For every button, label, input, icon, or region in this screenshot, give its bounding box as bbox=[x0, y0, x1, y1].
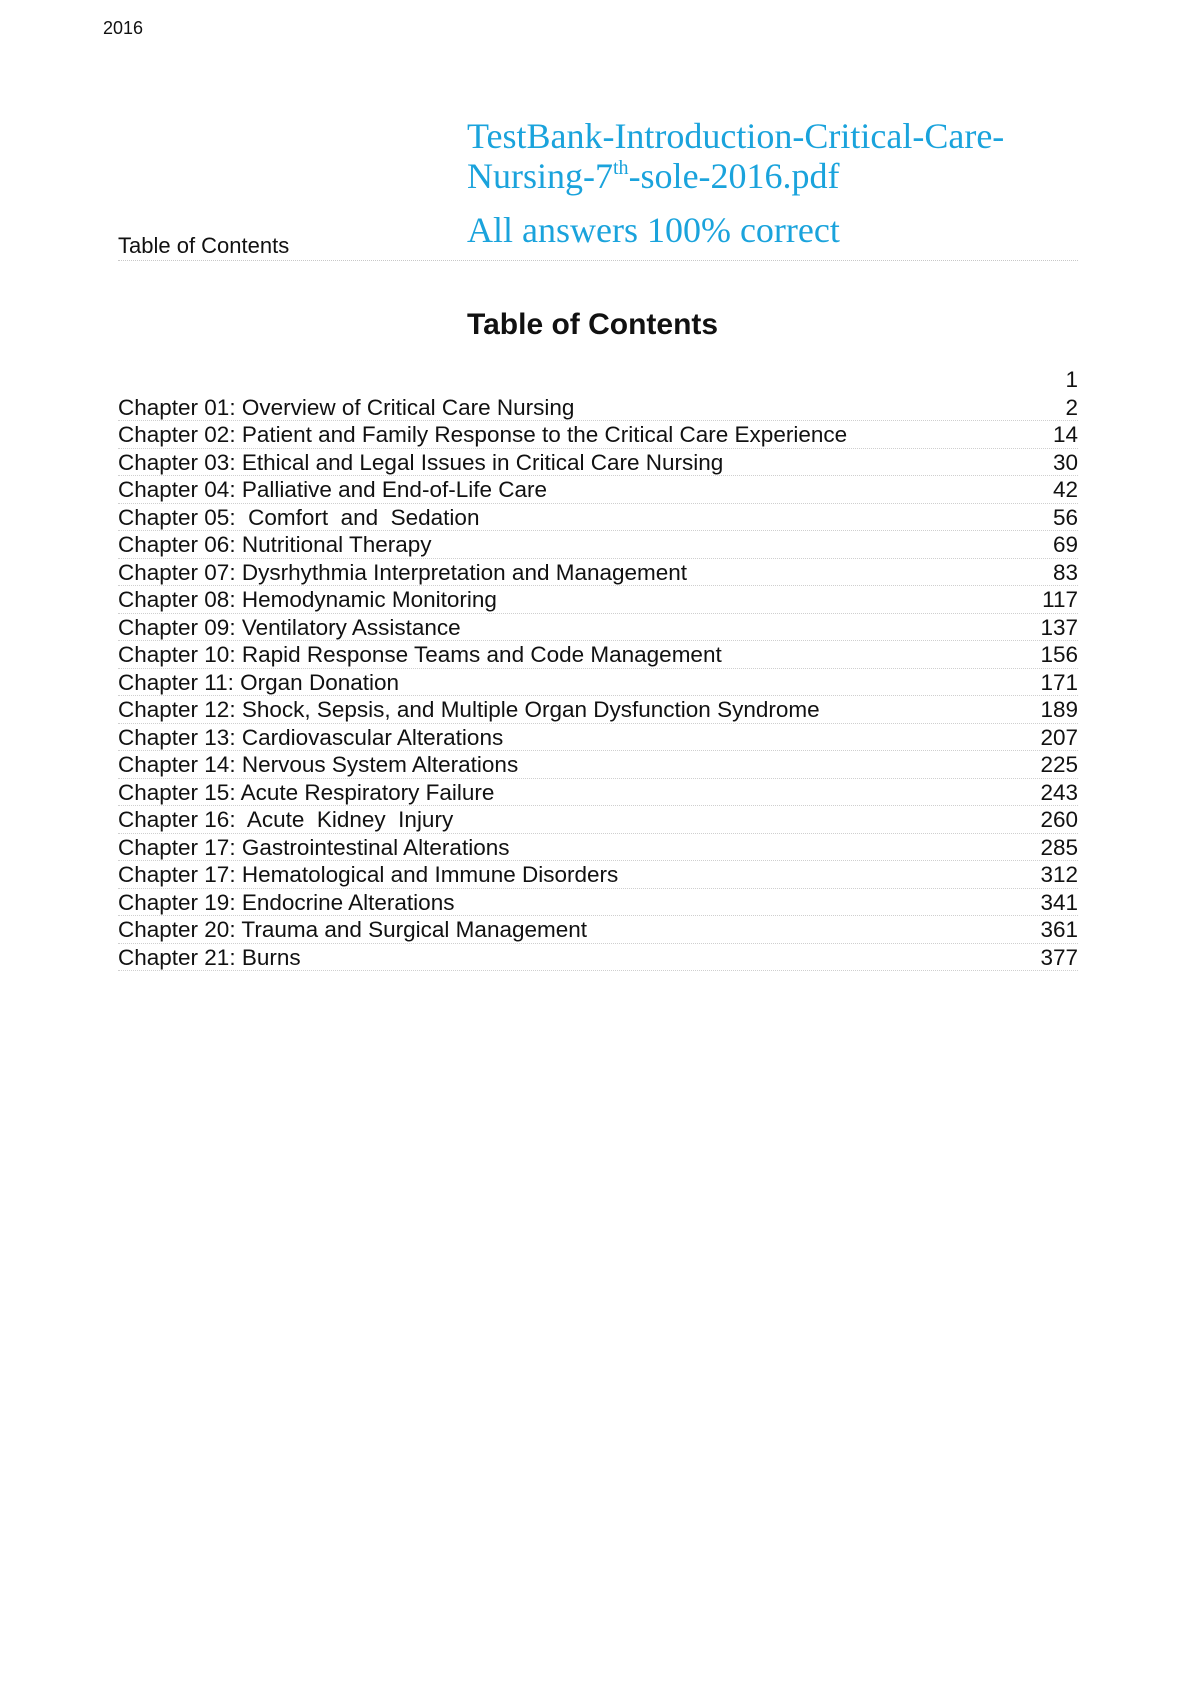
toc-entry[interactable] bbox=[118, 696, 1078, 724]
toc-entry-title[interactable]: Chapter 04: Palliative and End-of-Life Care bbox=[118, 477, 547, 502]
toc-entry-title[interactable]: Chapter 17: Hematological and Immune Disorders bbox=[118, 862, 619, 887]
toc-entry[interactable] bbox=[118, 394, 1078, 422]
toc-entry[interactable] bbox=[118, 861, 1078, 889]
toc-entry-page[interactable]: 137 bbox=[1040, 614, 1078, 640]
toc-entry[interactable] bbox=[118, 806, 1078, 834]
toc-entry-title[interactable]: Chapter 15: Acute Respiratory Failure bbox=[118, 779, 495, 805]
toc-entry-page[interactable]: 56 bbox=[1052, 504, 1078, 530]
toc-entry-page[interactable]: 341 bbox=[1040, 889, 1078, 915]
page-year: 2016 bbox=[103, 18, 144, 38]
overlay-title-part3: -sole-2016.pdf bbox=[628, 156, 840, 196]
toc-entry[interactable] bbox=[118, 449, 1078, 477]
toc-entry-page[interactable]: 42 bbox=[1052, 477, 1078, 502]
toc-entry-title[interactable]: Chapter 12: Shock, Sepsis, and Multiple Organ Dysfunction Syndrome bbox=[118, 697, 820, 722]
toc-entry-title[interactable]: Chapter 16: Acute Kidney Injury bbox=[118, 807, 454, 832]
toc-entry-page[interactable]: 14 bbox=[1052, 422, 1078, 447]
toc-entry-page[interactable]: 361 bbox=[1040, 917, 1078, 942]
toc-entry-page[interactable]: 171 bbox=[1040, 669, 1078, 695]
overlay-title-part1: TestBank-Introduction-Critical-Care- bbox=[467, 116, 1005, 156]
toc-entry[interactable] bbox=[118, 834, 1078, 862]
toc-entry-page[interactable]: 69 bbox=[1052, 532, 1078, 557]
toc-entry[interactable] bbox=[118, 614, 1078, 642]
toc-entry-page[interactable]: 225 bbox=[1040, 752, 1078, 777]
overlay-title bbox=[467, 116, 1087, 196]
toc-entry-title[interactable]: Chapter 01: Overview of Critical Care Nursing bbox=[118, 394, 575, 420]
toc-entry-title[interactable]: Chapter 17: Gastrointestinal Alterations bbox=[118, 834, 510, 860]
toc-entry-page[interactable]: 117 bbox=[1042, 587, 1078, 612]
toc-entry[interactable] bbox=[118, 724, 1078, 752]
toc-entry-title[interactable]: Chapter 14: Nervous System Alterations bbox=[118, 752, 519, 777]
toc-entry-title[interactable]: Chapter 13: Cardiovascular Alterations bbox=[118, 724, 504, 750]
toc-entry-page[interactable]: 207 bbox=[1040, 724, 1078, 750]
toc-entry-page[interactable]: 243 bbox=[1040, 779, 1078, 805]
toc-entry[interactable] bbox=[118, 559, 1078, 587]
toc-entry-title[interactable]: Chapter 11: Organ Donation bbox=[118, 669, 400, 695]
toc-entry-title[interactable]: Chapter 19: Endocrine Alterations bbox=[118, 889, 455, 915]
overlay-title-sup: th bbox=[613, 157, 629, 179]
toc-entry-title[interactable]: Chapter 21: Burns bbox=[118, 944, 301, 970]
toc-entry-page[interactable]: 377 bbox=[1040, 944, 1078, 970]
toc-entry[interactable] bbox=[118, 779, 1078, 807]
toc-entry[interactable] bbox=[118, 944, 1078, 972]
toc-entry-page[interactable]: 312 bbox=[1040, 862, 1078, 887]
toc-entry-title[interactable]: Chapter 09: Ventilatory Assistance bbox=[118, 614, 461, 640]
toc-entry[interactable] bbox=[118, 751, 1078, 779]
toc-entry[interactable] bbox=[118, 641, 1078, 669]
toc-entry[interactable] bbox=[118, 476, 1078, 504]
toc-entry-page[interactable]: 156 bbox=[1040, 642, 1078, 667]
toc-entry-title[interactable]: Chapter 02: Patient and Family Response to the Critical Care Experience bbox=[118, 422, 848, 447]
page-title: Table of Contents bbox=[467, 308, 719, 341]
toc-entry-title[interactable]: Chapter 07: Dysrhythmia Interpretation and Management bbox=[118, 559, 688, 585]
toc-entry[interactable] bbox=[118, 504, 1078, 532]
toc-entry-title[interactable]: Chapter 06: Nutritional Therapy bbox=[118, 532, 432, 557]
toc-row-first bbox=[118, 366, 1078, 394]
toc-entry-page[interactable]: 30 bbox=[1052, 449, 1078, 475]
overlay-title-part2: Nursing-7 bbox=[467, 156, 613, 196]
toc-entry[interactable] bbox=[118, 421, 1078, 449]
toc-entry-page[interactable]: 83 bbox=[1052, 559, 1078, 585]
toc-entry[interactable] bbox=[118, 531, 1078, 559]
toc-entry-title[interactable]: Chapter 03: Ethical and Legal Issues in Critical Care Nursing bbox=[118, 449, 724, 475]
toc-entry-page[interactable]: 285 bbox=[1040, 834, 1078, 860]
toc-page-number: 1 bbox=[1065, 367, 1078, 392]
toc-entry-title[interactable]: Chapter 05: Comfort and Sedation bbox=[118, 504, 480, 530]
toc-entry[interactable] bbox=[118, 916, 1078, 944]
toc-entry-title[interactable]: Chapter 20: Trauma and Surgical Management bbox=[118, 917, 588, 942]
toc-entry[interactable] bbox=[118, 669, 1078, 697]
toc-entry-title[interactable]: Chapter 10: Rapid Response Teams and Code Management bbox=[118, 642, 722, 667]
toc-entry-page[interactable]: 2 bbox=[1065, 394, 1078, 420]
toc-list bbox=[118, 366, 1078, 971]
toc-entry-title[interactable]: Chapter 08: Hemodynamic Monitoring bbox=[118, 587, 497, 612]
toc-entry[interactable] bbox=[118, 889, 1078, 917]
overlay-subtitle: All answers 100% correct bbox=[467, 210, 840, 250]
toc-entry-page[interactable]: 260 bbox=[1040, 807, 1078, 832]
running-header-label: Table of Contents bbox=[118, 233, 290, 258]
running-header bbox=[118, 232, 1078, 261]
toc-entry-page[interactable]: 189 bbox=[1040, 697, 1078, 722]
toc-entry[interactable] bbox=[118, 586, 1078, 614]
